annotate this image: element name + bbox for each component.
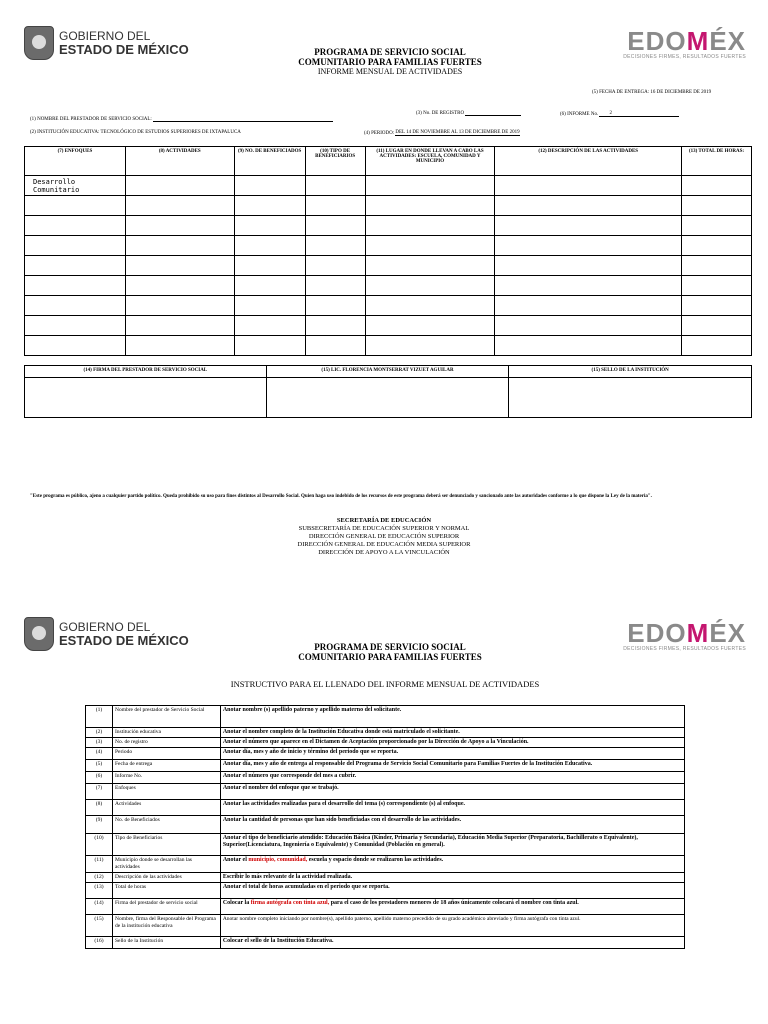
gob-line1: GOBIERNO DEL bbox=[59, 620, 151, 634]
table-cell[interactable] bbox=[495, 236, 682, 256]
instructivo-label: Tipo de Beneficiarios bbox=[112, 834, 220, 856]
table-cell[interactable] bbox=[234, 316, 305, 336]
instructivo-row bbox=[86, 760, 685, 772]
table-row bbox=[25, 276, 752, 296]
instructivo-desc: Anotar el número que aparece en el Dictamen de Aceptación proporcionado por la Dirección de Apoyo a la Vinculación. bbox=[220, 738, 684, 748]
table-cell[interactable] bbox=[305, 216, 365, 236]
col-descripcion: (12) DESCRIPCIÓN DE LAS ACTIVIDADES bbox=[495, 147, 682, 176]
edomex-logo-2 bbox=[620, 620, 746, 652]
activities-table bbox=[24, 146, 752, 356]
table-cell[interactable] bbox=[125, 236, 234, 256]
table-cell[interactable] bbox=[365, 276, 495, 296]
brand-slogan: DECISIONES FIRMES, RESULTADOS FUERTES bbox=[623, 54, 746, 60]
table-header-row bbox=[25, 147, 752, 176]
instructivo-desc: Anotar el municipio, comunidad, escuela y espacio donde se realizaron las actividades. bbox=[220, 856, 684, 873]
institucion-educativa: (2) INSTITUCIÓN EDUCATIVA: TECNOLÓGICO DE ESTUDIOS SUPERIORES DE IXTAPALUCA bbox=[30, 130, 241, 135]
col-lugar: (11) LUGAR EN DONDE LLEVAN A CABO LAS ACTIVIDADES: ESCUELA, COMUNIDAD Y MUNICIPIO bbox=[365, 147, 495, 176]
table-cell[interactable] bbox=[305, 336, 365, 356]
form-title bbox=[200, 47, 580, 77]
instructivo-row bbox=[86, 915, 685, 937]
table-cell[interactable] bbox=[682, 316, 752, 336]
instructivo-row bbox=[86, 748, 685, 760]
table-cell[interactable] bbox=[365, 236, 495, 256]
sello-label: (15) SELLO DE LA INSTITUCIÓN bbox=[509, 366, 752, 378]
table-cell[interactable] bbox=[682, 256, 752, 276]
form-title-line1: PROGRAMA DE SERVICIO SOCIAL bbox=[314, 642, 466, 652]
table-cell[interactable] bbox=[495, 176, 682, 196]
periodo-value[interactable]: DEL 14 DE NOVIEMBRE AL 13 DE DICIEMBRE DE 2019 bbox=[395, 130, 520, 135]
table-cell[interactable] bbox=[234, 236, 305, 256]
highlighted-text: firma autógrafa con tinta azul, bbox=[250, 900, 330, 906]
gob-line1: GOBIERNO DEL bbox=[59, 29, 151, 43]
table-cell[interactable] bbox=[495, 316, 682, 336]
instructivo-num: (12) bbox=[86, 873, 113, 883]
instructivo-desc: Anotar el total de horas acumuladas en el periodo que se reporta. bbox=[220, 883, 684, 899]
instructivo-desc: Anotar el tipo de beneficiario atendido: Educación Básica (Kínder, Primaria y Secundaria), Educación Media Superior (Preparatoria, Bachillerato o Equivalente), Superior(Licenciatura, Ingeniería o Equivalente) y Comunidad (Población en general). bbox=[220, 834, 684, 856]
col-enfoques: (7) ENFOQUES bbox=[25, 147, 126, 176]
instructivo-row bbox=[86, 856, 685, 873]
instructivo-row bbox=[86, 706, 685, 728]
state-seal-icon bbox=[24, 26, 54, 60]
table-cell[interactable] bbox=[125, 316, 234, 336]
table-cell[interactable] bbox=[365, 196, 495, 216]
fecha-entrega: (5) FECHA DE ENTREGA: 16 DE DICIEMBRE DE 2019 bbox=[592, 90, 712, 95]
instructivo-num: (5) bbox=[86, 760, 113, 772]
informe-no-value[interactable]: 2 bbox=[599, 111, 679, 117]
instructivo-label: Firma del prestador de servicio social bbox=[112, 899, 220, 915]
form-title-line3: INFORME MENSUAL DE ACTIVIDADES bbox=[317, 67, 463, 76]
instructivo-row bbox=[86, 772, 685, 784]
instructivo-desc: Anotar el número que corresponde del mes a cubrir. bbox=[220, 772, 684, 784]
instructivo-row bbox=[86, 800, 685, 816]
table-cell[interactable] bbox=[495, 276, 682, 296]
table-row bbox=[25, 176, 752, 196]
instructivo-label: Nombre, firma del Responsable del Programa de la institución educativa bbox=[112, 915, 220, 937]
instructivo-label: Nombre del prestador de Servicio Social bbox=[112, 706, 220, 728]
sec-line: SECRETARÍA DE EDUCACIÓN bbox=[336, 517, 432, 524]
sello-box[interactable] bbox=[509, 378, 752, 418]
legal-notice: "Este programa es público, ajeno a cualquier partido político. Queda prohibido su uso para fines distintos al Desarrollo Social. Quien haga uso indebido de los recursos de este programa deberá ser denunciado y sancionado ante las autoridades conforme a lo que dispone la Ley de la materia". bbox=[30, 494, 652, 499]
instructivo-row bbox=[86, 937, 685, 949]
instructivo-num: (16) bbox=[86, 937, 113, 949]
brand-slogan: DECISIONES FIRMES, RESULTADOS FUERTES bbox=[623, 646, 746, 652]
col-no-beneficiados: (9) NO. DE BENEFICIADOS bbox=[234, 147, 305, 176]
instructivo-row bbox=[86, 899, 685, 915]
table-cell[interactable] bbox=[305, 296, 365, 316]
instructivo-desc: Anotar las actividades realizadas para el desarrollo del tema (s) correspondiente (s) al enfoque. bbox=[220, 800, 684, 816]
instructivo-num: (9) bbox=[86, 816, 113, 834]
signatures-table bbox=[24, 365, 752, 418]
instructivo-label: Informe No. bbox=[112, 772, 220, 784]
table-cell[interactable] bbox=[125, 296, 234, 316]
brand-part-c: ÉX bbox=[709, 26, 746, 56]
col-total-horas: (13) TOTAL DE HORAS: bbox=[682, 147, 752, 176]
table-cell[interactable] bbox=[25, 316, 126, 336]
instructivo-row bbox=[86, 816, 685, 834]
instructivo-table bbox=[85, 705, 685, 949]
instructivo-title: INSTRUCTIVO PARA EL LLENADO DEL INFORME MENSUAL DE ACTIVIDADES bbox=[230, 679, 540, 689]
gob-line2: ESTADO DE MÉXICO bbox=[59, 633, 189, 648]
instructivo-desc: Escribir lo más relevante de la actividad realizada. bbox=[220, 873, 684, 883]
instructivo-label: Periodo bbox=[112, 748, 220, 760]
instructivo-desc: Anotar día, mes y año de entrega al responsable del Programa de Servicio Social Comunitario para Familias Fuertes de la Institución Educativa. bbox=[220, 760, 684, 772]
periodo: (4) PERIODO: DEL 14 DE NOVIEMBRE AL 13 DE DICIEMBRE DE 2019 bbox=[364, 130, 520, 136]
table-row bbox=[25, 216, 752, 236]
instructivo-desc: Anotar día, mes y año de inicio y término del periodo que se reporta. bbox=[220, 748, 684, 760]
form-title-2 bbox=[200, 642, 580, 662]
table-row bbox=[25, 196, 752, 216]
table-cell[interactable] bbox=[234, 256, 305, 276]
table-cell[interactable] bbox=[234, 216, 305, 236]
table-cell[interactable] bbox=[125, 276, 234, 296]
table-row bbox=[25, 336, 752, 356]
firma-prestador-box[interactable] bbox=[25, 378, 267, 418]
responsable-label: (15) LIC. FLORENCIA MONTSERRAT VIZUET AGUILAR bbox=[266, 366, 509, 378]
table-cell[interactable] bbox=[682, 336, 752, 356]
table-cell[interactable] bbox=[682, 216, 752, 236]
table-cell[interactable] bbox=[495, 216, 682, 236]
firma-prestador-label: (14) FIRMA DEL PRESTADOR DE SERVICIO SOCIAL bbox=[25, 366, 267, 378]
sec-line: DIRECCIÓN GENERAL DE EDUCACIÓN MEDIA SUPERIOR bbox=[297, 541, 471, 548]
brand-part-a: EDO bbox=[627, 618, 687, 648]
sec-line: DIRECCIÓN GENERAL DE EDUCACIÓN SUPERIOR bbox=[308, 533, 460, 540]
instructivo-desc: Colocar la firma autógrafa con tinta azul, para el caso de los prestadores menores de 18 años únicamente colocará el nombre con tinta azul. bbox=[220, 899, 684, 915]
instructivo-label: Total de horas bbox=[112, 883, 220, 899]
table-cell[interactable] bbox=[305, 196, 365, 216]
instructivo-desc: Anotar el nombre del enfoque que se trabajó. bbox=[220, 784, 684, 800]
highlighted-text: municipio, comunidad, bbox=[248, 857, 308, 863]
table-cell[interactable] bbox=[305, 176, 365, 196]
gob-line2: ESTADO DE MÉXICO bbox=[59, 42, 189, 57]
state-seal-icon bbox=[24, 617, 54, 651]
no-registro: (3) No. DE REGISTRO bbox=[416, 111, 521, 116]
table-cell[interactable] bbox=[234, 176, 305, 196]
instructivo-num: (10) bbox=[86, 834, 113, 856]
instructivo-desc: Colocar el sello de la Institución Educativa. bbox=[220, 937, 684, 949]
table-cell[interactable] bbox=[305, 256, 365, 276]
table-cell[interactable] bbox=[682, 296, 752, 316]
table-cell[interactable] bbox=[234, 276, 305, 296]
instructivo-label: Institución educativa bbox=[112, 728, 220, 738]
table-cell[interactable] bbox=[495, 336, 682, 356]
instructivo-num: (13) bbox=[86, 883, 113, 899]
table-cell[interactable] bbox=[495, 196, 682, 216]
table-cell[interactable] bbox=[25, 336, 126, 356]
instructivo-row bbox=[86, 873, 685, 883]
instructivo-label: Sello de la Institución bbox=[112, 937, 220, 949]
table-cell[interactable] bbox=[25, 256, 126, 276]
instructivo-label: Descripción de las actividades bbox=[112, 873, 220, 883]
sec-line: SUBSECRETARÍA DE EDUCACIÓN SUPERIOR Y NORMAL bbox=[298, 525, 470, 532]
nombre-prestador: (1) NOMBRE DEL PRESTADOR DE SERVICIO SOCIAL: bbox=[30, 117, 333, 122]
instructivo-num: (8) bbox=[86, 800, 113, 816]
table-cell[interactable] bbox=[365, 336, 495, 356]
table-cell[interactable] bbox=[365, 316, 495, 336]
table-cell[interactable] bbox=[682, 196, 752, 216]
table-cell[interactable] bbox=[495, 296, 682, 316]
brand-part-c: ÉX bbox=[709, 618, 746, 648]
form-title-line2: COMUNITARIO PARA FAMILIAS FUERTES bbox=[298, 57, 482, 67]
table-row bbox=[25, 236, 752, 256]
table-cell[interactable] bbox=[365, 216, 495, 236]
instructivo-row bbox=[86, 883, 685, 899]
table-cell[interactable] bbox=[234, 196, 305, 216]
table-row bbox=[25, 316, 752, 336]
instructivo-num: (3) bbox=[86, 738, 113, 748]
table-cell[interactable] bbox=[125, 176, 234, 196]
table-cell[interactable] bbox=[125, 336, 234, 356]
enfoque-entry[interactable]: Desarrollo Comunitario bbox=[25, 176, 126, 196]
instructivo-num: (7) bbox=[86, 784, 113, 800]
table-cell[interactable] bbox=[125, 256, 234, 276]
col-tipo-beneficiarios: (10) TIPO DE BENEFICIARIOS bbox=[305, 147, 365, 176]
table-row bbox=[25, 256, 752, 276]
instructivo-desc: Anotar el nombre completo de la Institución Educativa donde está matriculado el solicitante. bbox=[220, 728, 684, 738]
table-cell[interactable] bbox=[305, 276, 365, 296]
instructivo-row bbox=[86, 728, 685, 738]
instructivo-label: Municipio donde se desarrollan las actividades bbox=[112, 856, 220, 873]
instructivo-num: (14) bbox=[86, 899, 113, 915]
form-title-line2: COMUNITARIO PARA FAMILIAS FUERTES bbox=[298, 652, 482, 662]
brand-part-b: M bbox=[686, 618, 710, 648]
instructivo-row bbox=[86, 738, 685, 748]
table-cell[interactable] bbox=[682, 276, 752, 296]
table-cell[interactable] bbox=[365, 296, 495, 316]
instructivo-desc: Anotar nombre (s) apellido paterno y apellido materno del solicitante. bbox=[220, 706, 684, 728]
table-cell[interactable] bbox=[495, 256, 682, 276]
instructivo-num: (6) bbox=[86, 772, 113, 784]
table-cell[interactable] bbox=[125, 216, 234, 236]
table-cell[interactable] bbox=[682, 236, 752, 256]
instructivo-label: Actividades bbox=[112, 800, 220, 816]
instructivo-num: (15) bbox=[86, 915, 113, 937]
secretaria-block bbox=[234, 517, 534, 557]
table-cell[interactable] bbox=[25, 196, 126, 216]
table-cell[interactable] bbox=[25, 236, 126, 256]
table-cell[interactable] bbox=[25, 216, 126, 236]
table-cell[interactable] bbox=[305, 236, 365, 256]
table-cell[interactable] bbox=[25, 276, 126, 296]
gobierno-logo bbox=[24, 26, 189, 60]
instructivo-row bbox=[86, 834, 685, 856]
sec-line: DIRECCIÓN DE APOYO A LA VINCULACIÓN bbox=[318, 549, 450, 556]
instructivo-label: No. de Beneficiados bbox=[112, 816, 220, 834]
brand-part-a: EDO bbox=[627, 26, 687, 56]
instructivo-num: (1) bbox=[86, 706, 113, 728]
table-cell[interactable] bbox=[234, 296, 305, 316]
responsable-box[interactable] bbox=[266, 378, 509, 418]
instructivo-num: (4) bbox=[86, 748, 113, 760]
instructivo-label: No. de registro bbox=[112, 738, 220, 748]
instructivo-desc: Anotar la cantidad de personas que han sido beneficiadas con el desarrollo de las actividades. bbox=[220, 816, 684, 834]
table-cell[interactable] bbox=[25, 296, 126, 316]
table-cell[interactable] bbox=[682, 176, 752, 196]
table-cell[interactable] bbox=[305, 316, 365, 336]
instructivo-label: Fecha de entrega bbox=[112, 760, 220, 772]
brand-part-b: M bbox=[686, 26, 710, 56]
instructivo-label: Enfoques bbox=[112, 784, 220, 800]
edomex-logo bbox=[620, 28, 746, 60]
instructivo-desc: Anotar nombre completo iniciando por nombre(s), apellido paterno, apellido materno precedido de su grado académico abreviado y firma autógrafa con tinta azul. bbox=[220, 915, 684, 937]
instructivo-row bbox=[86, 784, 685, 800]
table-cell[interactable] bbox=[234, 336, 305, 356]
nombre-prestador-field[interactable] bbox=[153, 121, 333, 122]
table-cell[interactable] bbox=[365, 176, 495, 196]
instructivo-num: (11) bbox=[86, 856, 113, 873]
table-row bbox=[25, 296, 752, 316]
informe-no: (6) INFORME No. 2 bbox=[560, 111, 679, 117]
form-title-line1: PROGRAMA DE SERVICIO SOCIAL bbox=[314, 47, 466, 57]
col-actividades: (8) ACTIVIDADES bbox=[125, 147, 234, 176]
gobierno-logo-2 bbox=[24, 617, 189, 651]
instructivo-num: (2) bbox=[86, 728, 113, 738]
table-cell[interactable] bbox=[125, 196, 234, 216]
table-cell[interactable] bbox=[365, 256, 495, 276]
